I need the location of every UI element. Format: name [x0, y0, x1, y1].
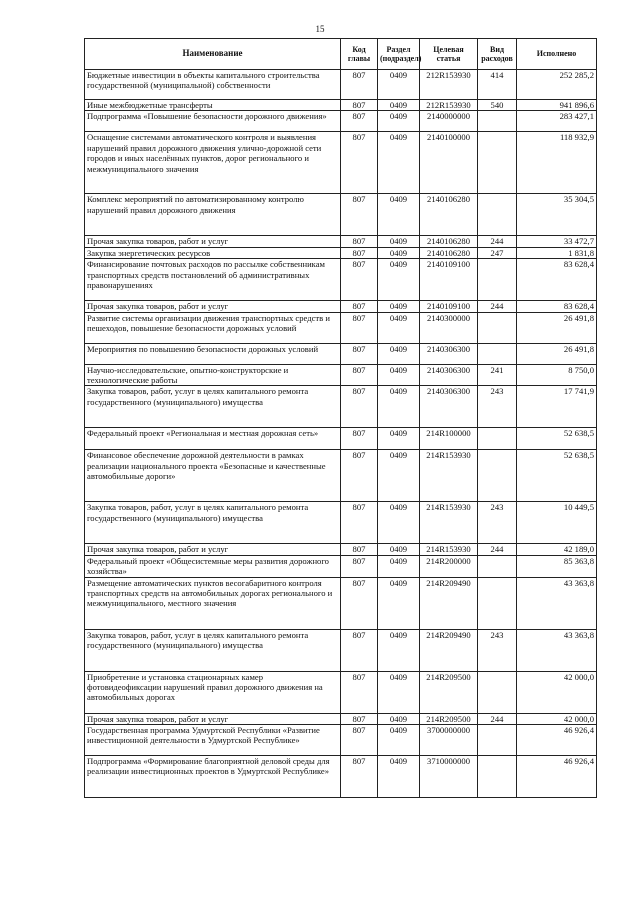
- row-target-article: 214R200000: [420, 555, 478, 577]
- row-chapter-code: 807: [341, 450, 378, 502]
- table-row: [85, 236, 597, 247]
- row-executed: 1 831,8: [517, 247, 597, 258]
- row-target-article: 2140306300: [420, 364, 478, 386]
- row-expense-type: [478, 259, 517, 301]
- header-executed: Исполнено: [517, 39, 597, 70]
- row-executed: 83 628,4: [517, 301, 597, 312]
- row-section: 0409: [378, 428, 420, 450]
- row-section: 0409: [378, 502, 420, 544]
- table-row: [85, 725, 597, 756]
- row-executed: 8 750,0: [517, 364, 597, 386]
- row-executed: 26 491,8: [517, 312, 597, 343]
- row-expense-type: [478, 555, 517, 577]
- row-expense-type: [478, 577, 517, 629]
- row-target-article: 212R153930: [420, 70, 478, 100]
- table-row: [85, 132, 597, 194]
- row-chapter-code: 807: [341, 544, 378, 555]
- table-row: [85, 386, 597, 428]
- row-name: Закупка товаров, работ, услуг в целях капитального ремонта государственного (муниципального) имущества: [85, 629, 341, 671]
- row-executed: 26 491,8: [517, 343, 597, 364]
- row-section: 0409: [378, 671, 420, 713]
- row-executed: 46 926,4: [517, 725, 597, 756]
- row-name: Финансовое обеспечение дорожной деятельности в рамках реализации национального проекта «Безопасные и качественные автомобильные дороги»: [85, 450, 341, 502]
- row-chapter-code: 807: [341, 364, 378, 386]
- table-row: [85, 450, 597, 502]
- table-row: [85, 544, 597, 555]
- row-target-article: 214R209500: [420, 713, 478, 724]
- table-row: [85, 100, 597, 111]
- row-target-article: 2140106280: [420, 247, 478, 258]
- row-executed: 42 189,0: [517, 544, 597, 555]
- row-expense-type: 247: [478, 247, 517, 258]
- row-chapter-code: 807: [341, 100, 378, 111]
- row-expense-type: 244: [478, 236, 517, 247]
- row-expense-type: [478, 312, 517, 343]
- row-chapter-code: 807: [341, 502, 378, 544]
- row-executed: 52 638,5: [517, 428, 597, 450]
- row-chapter-code: 807: [341, 386, 378, 428]
- row-executed: 46 926,4: [517, 756, 597, 798]
- row-section: 0409: [378, 544, 420, 555]
- row-chapter-code: 807: [341, 629, 378, 671]
- row-name: Бюджетные инвестиции в объекты капитального строительства государственной (муниципальной) собственности: [85, 70, 341, 100]
- row-chapter-code: 807: [341, 194, 378, 236]
- row-name: Прочая закупка товаров, работ и услуг: [85, 236, 341, 247]
- row-section: 0409: [378, 312, 420, 343]
- row-name: Закупка энергетических ресурсов: [85, 247, 341, 258]
- row-name: Подпрограмма «Формирование благоприятной деловой среды для реализации инвестиционных проектов в Удмуртской Республике»: [85, 756, 341, 798]
- header-target-article: Целевая статья: [420, 39, 478, 70]
- row-target-article: 3700000000: [420, 725, 478, 756]
- row-name: Закупка товаров, работ, услуг в целях капитального ремонта государственного (муниципального) имущества: [85, 502, 341, 544]
- row-executed: 35 304,5: [517, 194, 597, 236]
- table-row: [85, 671, 597, 713]
- row-target-article: 2140100000: [420, 132, 478, 194]
- row-name: Закупка товаров, работ, услуг в целях капитального ремонта государственного (муниципального) имущества: [85, 386, 341, 428]
- row-chapter-code: 807: [341, 713, 378, 724]
- row-chapter-code: 807: [341, 312, 378, 343]
- header-chapter-code: Код главы: [341, 39, 378, 70]
- row-target-article: 2140106280: [420, 194, 478, 236]
- table-row: [85, 629, 597, 671]
- table-row: [85, 343, 597, 364]
- row-target-article: 2140306300: [420, 343, 478, 364]
- row-section: 0409: [378, 301, 420, 312]
- row-expense-type: 243: [478, 386, 517, 428]
- row-target-article: 214R209490: [420, 629, 478, 671]
- table-row: [85, 111, 597, 132]
- row-name: Подпрограмма «Повышение безопасности дорожного движения»: [85, 111, 341, 132]
- row-expense-type: 244: [478, 301, 517, 312]
- row-target-article: 214R100000: [420, 428, 478, 450]
- row-executed: 42 000,0: [517, 713, 597, 724]
- row-chapter-code: 807: [341, 756, 378, 798]
- row-target-article: 214R153930: [420, 502, 478, 544]
- row-expense-type: [478, 725, 517, 756]
- row-name: Федеральный проект «Региональная и местная дорожная сеть»: [85, 428, 341, 450]
- row-name: Научно-исследовательские, опытно-конструкторские и технологические работы: [85, 364, 341, 386]
- row-expense-type: [478, 132, 517, 194]
- row-name: Развитие системы организации движения транспортных средств и пешеходов, повышение безопасности дорожных условий: [85, 312, 341, 343]
- row-chapter-code: 807: [341, 428, 378, 450]
- row-chapter-code: 807: [341, 132, 378, 194]
- row-expense-type: [478, 343, 517, 364]
- row-target-article: 214R209490: [420, 577, 478, 629]
- header-name: Наименование: [85, 39, 341, 70]
- row-section: 0409: [378, 236, 420, 247]
- row-name: Прочая закупка товаров, работ и услуг: [85, 713, 341, 724]
- row-name: Иные межбюджетные трансферты: [85, 100, 341, 111]
- row-section: 0409: [378, 386, 420, 428]
- row-name: Прочая закупка товаров, работ и услуг: [85, 301, 341, 312]
- row-expense-type: [478, 756, 517, 798]
- row-expense-type: [478, 111, 517, 132]
- table-row: [85, 713, 597, 724]
- row-executed: 85 363,8: [517, 555, 597, 577]
- row-expense-type: 244: [478, 544, 517, 555]
- row-target-article: 2140300000: [420, 312, 478, 343]
- row-chapter-code: 807: [341, 236, 378, 247]
- row-executed: 83 628,4: [517, 259, 597, 301]
- row-section: 0409: [378, 756, 420, 798]
- table-row: [85, 364, 597, 386]
- row-name: Финансирование почтовых расходов по рассылке собственникам транспортных средств постановлений об административных правонарушениях: [85, 259, 341, 301]
- row-target-article: 2140109100: [420, 301, 478, 312]
- row-section: 0409: [378, 450, 420, 502]
- row-chapter-code: 807: [341, 259, 378, 301]
- row-expense-type: 540: [478, 100, 517, 111]
- row-expense-type: [478, 671, 517, 713]
- row-section: 0409: [378, 577, 420, 629]
- row-executed: 43 363,8: [517, 577, 597, 629]
- row-expense-type: 243: [478, 629, 517, 671]
- row-section: 0409: [378, 132, 420, 194]
- row-chapter-code: 807: [341, 725, 378, 756]
- table-row: [85, 756, 597, 798]
- row-name: Комплекс мероприятий по автоматизированному контролю нарушений правил дорожного движения: [85, 194, 341, 236]
- row-target-article: 214R153930: [420, 450, 478, 502]
- row-section: 0409: [378, 70, 420, 100]
- row-expense-type: 241: [478, 364, 517, 386]
- row-target-article: 2140106280: [420, 236, 478, 247]
- row-section: 0409: [378, 364, 420, 386]
- header-row: [85, 39, 597, 70]
- row-executed: 52 638,5: [517, 450, 597, 502]
- row-section: 0409: [378, 111, 420, 132]
- row-chapter-code: 807: [341, 301, 378, 312]
- row-executed: 118 932,9: [517, 132, 597, 194]
- table-row: [85, 301, 597, 312]
- row-executed: 10 449,5: [517, 502, 597, 544]
- row-section: 0409: [378, 194, 420, 236]
- row-section: 0409: [378, 247, 420, 258]
- row-chapter-code: 807: [341, 247, 378, 258]
- table-row: [85, 247, 597, 258]
- row-chapter-code: 807: [341, 555, 378, 577]
- table-row: [85, 194, 597, 236]
- row-chapter-code: 807: [341, 671, 378, 713]
- row-name: Мероприятия по повышению безопасности дорожных условий: [85, 343, 341, 364]
- row-target-article: 2140109100: [420, 259, 478, 301]
- header-section: Раздел (подраздел): [378, 39, 420, 70]
- table-row: [85, 70, 597, 100]
- budget-table: [84, 38, 597, 798]
- header-expense-type: Вид расходов: [478, 39, 517, 70]
- row-target-article: 214R209500: [420, 671, 478, 713]
- row-executed: 33 472,7: [517, 236, 597, 247]
- row-section: 0409: [378, 725, 420, 756]
- row-name: Размещение автоматических пунктов весогабаритного контроля транспортных средств на автомобильных дорогах регионального и межмуниципального, местного значения: [85, 577, 341, 629]
- row-name: Оснащение системами автоматического контроля и выявления нарушений правил дорожного движения улично-дорожной сети городов и иных населённых пунктов, дорог регионального и межмуниципального значения: [85, 132, 341, 194]
- row-executed: 941 896,6: [517, 100, 597, 111]
- row-target-article: 2140306300: [420, 386, 478, 428]
- row-executed: 17 741,9: [517, 386, 597, 428]
- table-row: [85, 428, 597, 450]
- row-executed: 283 427,1: [517, 111, 597, 132]
- row-target-article: 2140000000: [420, 111, 478, 132]
- row-name: Федеральный проект «Общесистемные меры развития дорожного хозяйства»: [85, 555, 341, 577]
- row-name: Прочая закупка товаров, работ и услуг: [85, 544, 341, 555]
- row-section: 0409: [378, 555, 420, 577]
- row-section: 0409: [378, 713, 420, 724]
- row-section: 0409: [378, 629, 420, 671]
- row-section: 0409: [378, 100, 420, 111]
- row-expense-type: [478, 450, 517, 502]
- table-row: [85, 259, 597, 301]
- table-row: [85, 555, 597, 577]
- row-executed: 43 363,8: [517, 629, 597, 671]
- row-section: 0409: [378, 343, 420, 364]
- row-section: 0409: [378, 259, 420, 301]
- table-row: [85, 312, 597, 343]
- row-chapter-code: 807: [341, 70, 378, 100]
- page-number: 15: [315, 24, 325, 34]
- table-row: [85, 577, 597, 629]
- row-executed: 252 285,2: [517, 70, 597, 100]
- row-chapter-code: 807: [341, 111, 378, 132]
- row-target-article: 214R153930: [420, 544, 478, 555]
- row-expense-type: [478, 194, 517, 236]
- row-expense-type: [478, 428, 517, 450]
- row-expense-type: 244: [478, 713, 517, 724]
- row-target-article: 3710000000: [420, 756, 478, 798]
- row-expense-type: 414: [478, 70, 517, 100]
- row-chapter-code: 807: [341, 343, 378, 364]
- row-executed: 42 000,0: [517, 671, 597, 713]
- row-expense-type: 243: [478, 502, 517, 544]
- table-row: [85, 502, 597, 544]
- row-chapter-code: 807: [341, 577, 378, 629]
- row-name: Государственная программа Удмуртской Республики «Развитие инвестиционной деятельности в Удмуртской Республике»: [85, 725, 341, 756]
- row-name: Приобретение и установка стационарных камер фотовидеофиксации нарушений правил дорожного движения на автомобильных дорогах: [85, 671, 341, 713]
- row-target-article: 212R153930: [420, 100, 478, 111]
